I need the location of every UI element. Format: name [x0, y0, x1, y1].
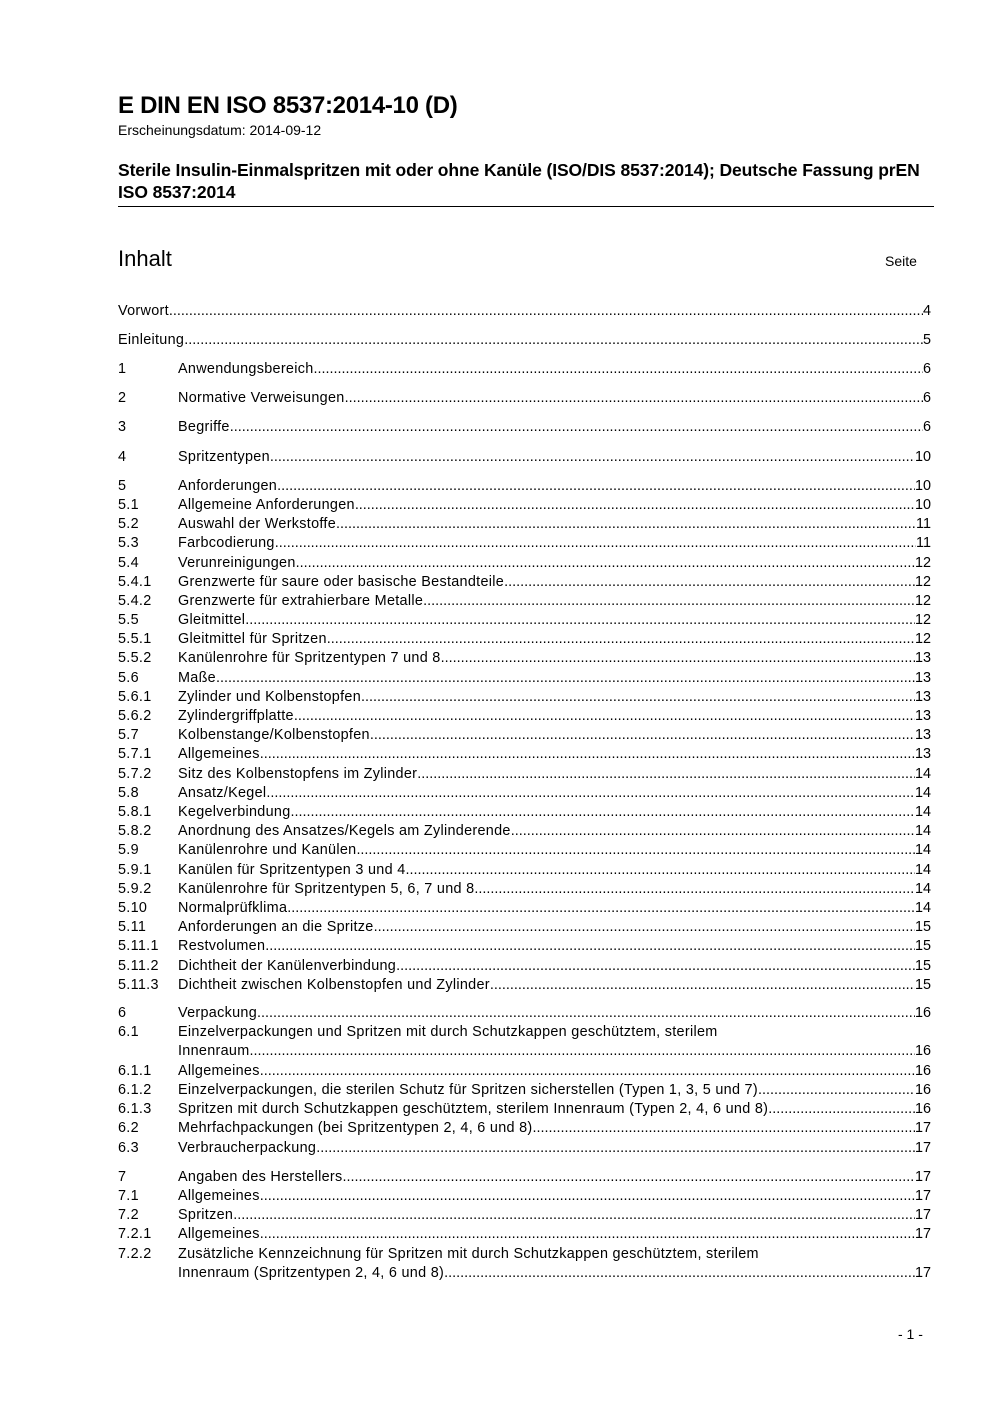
toc-entry-title: Einzelverpackungen, die sterilen Schutz für Spritzen sicherstellen (Typen 1, 3, 5 und 7) [178, 1082, 758, 1098]
toc-section-number: 5.1 [118, 497, 139, 513]
toc-dot-leader [343, 1168, 915, 1187]
toc-entry-title: Gleitmittel [178, 612, 246, 628]
toc-entry[interactable] [118, 592, 931, 611]
toc-dot-leader [355, 496, 915, 515]
toc-entry-title: Farbcodierung [178, 535, 275, 551]
toc-section-number: 5.5.1 [118, 631, 152, 647]
toc-dot-leader [245, 611, 915, 630]
toc-entry[interactable] [118, 1225, 931, 1244]
toc-entry[interactable] [118, 784, 931, 803]
toc-entry-title: Anforderungen an die Spritze [178, 919, 374, 935]
toc-page-number: 6 [922, 390, 931, 406]
toc-dot-leader [474, 880, 915, 899]
toc-page-number: 15 [914, 977, 931, 993]
toc-section-number: 6.1.1 [118, 1063, 152, 1079]
toc-entry[interactable] [118, 1119, 931, 1138]
toc-entry-title: Vorwort [118, 303, 169, 319]
toc-dot-leader [490, 976, 915, 995]
toc-entry-title: Spritzen [178, 1207, 234, 1223]
toc-entry-title: Einleitung [118, 332, 185, 348]
toc-page-number: 15 [914, 919, 931, 935]
toc-dot-leader [296, 554, 915, 573]
toc-entry-title-continued: Innenraum (Spritzentypen 2, 4, 6 und 8) [178, 1265, 445, 1281]
toc-entry-title-continued: Innenraum [178, 1043, 250, 1059]
toc-page-number: 11 [916, 535, 931, 551]
toc-section-number: 6 [118, 1005, 127, 1021]
toc-entry[interactable] [118, 1100, 931, 1119]
toc-entry-title: Kegelverbindung [178, 804, 291, 820]
toc-entry-title: Kolbenstange/Kolbenstopfen [178, 727, 370, 743]
toc-entry-title: Zylindergriffplatte [178, 708, 294, 724]
toc-entry[interactable] [118, 360, 931, 379]
toc-section-number: 6.1.3 [118, 1101, 152, 1117]
toc-dot-leader [417, 765, 915, 784]
toc-dot-leader [169, 302, 923, 321]
toc-entry-title: Dichtheit der Kanülenverbindung [178, 958, 397, 974]
toc-entry-title: Maße [178, 670, 216, 686]
toc-section-number: 5.10 [118, 900, 148, 916]
toc-entry[interactable] [118, 630, 931, 649]
toc-section-number: 5.9 [118, 842, 139, 858]
toc-dot-leader [184, 331, 923, 350]
toc-page-number: 14 [914, 900, 931, 916]
toc-dot-leader [260, 745, 915, 764]
toc-section-number: 5.11.3 [118, 977, 159, 993]
toc-entry-title: Allgemeine Anforderungen [178, 497, 355, 513]
toc-page-number: 6 [922, 419, 931, 435]
toc-entry[interactable] [118, 1004, 931, 1023]
toc-entry-title: Kanülenrohre für Spritzentypen 5, 6, 7 und 8 [178, 881, 475, 897]
toc-entry[interactable] [118, 554, 931, 573]
toc-dot-leader [336, 515, 916, 534]
toc-section-number: 6.1 [118, 1024, 139, 1040]
toc-section-number: 7.1 [118, 1188, 139, 1204]
toc-dot-leader [361, 688, 915, 707]
toc-dot-leader [316, 1139, 915, 1158]
toc-entry[interactable] [118, 448, 931, 467]
toc-entry[interactable] [118, 726, 931, 745]
toc-entry-title: Zusätzliche Kennzeichnung für Spritzen mit durch Schutzkappen geschütztem, sterilem [178, 1246, 759, 1262]
toc-section-number: 5.7 [118, 727, 139, 743]
toc-page-number: 13 [914, 650, 931, 666]
toc-page-number: 17 [914, 1169, 931, 1185]
toc-dot-leader [233, 1206, 915, 1225]
toc-entry-title: Anwendungsbereich [178, 361, 314, 377]
toc-dot-leader [260, 1187, 915, 1206]
toc-entry[interactable] [118, 496, 931, 515]
toc-section-number: 5.5.2 [118, 650, 152, 666]
toc-page-number: 13 [914, 670, 931, 686]
toc-entry-title: Grenzwerte für saure oder basische Bestandteile [178, 574, 505, 590]
toc-entry[interactable] [118, 841, 931, 860]
toc-page-number: 17 [914, 1140, 931, 1156]
toc-page-number: 14 [914, 804, 931, 820]
toc-entry[interactable] [118, 534, 931, 553]
toc-entry-title: Einzelverpackungen und Spritzen mit durch Schutzkappen geschütztem, sterilem [178, 1024, 718, 1040]
toc-section-number: 5 [118, 478, 127, 494]
toc-entry[interactable] [118, 1245, 931, 1264]
toc-entry[interactable] [118, 1187, 931, 1206]
toc-entry[interactable] [118, 302, 931, 321]
toc-dot-leader [374, 918, 915, 937]
toc-section-number: 5.2 [118, 516, 139, 532]
toc-dot-leader [511, 822, 915, 841]
toc-dot-leader [327, 630, 915, 649]
toc-entry[interactable] [118, 880, 931, 899]
toc-page-number: 14 [914, 842, 931, 858]
toc-entry[interactable] [118, 611, 931, 630]
toc-dot-leader [314, 360, 923, 379]
toc-entry-title: Gleitmittel für Spritzen [178, 631, 327, 647]
toc-dot-leader [266, 784, 915, 803]
toc-entry[interactable] [118, 1081, 931, 1100]
toc-page-number: 17 [914, 1265, 931, 1281]
toc-entry[interactable] [118, 957, 931, 976]
toc-entry-title: Verunreinigungen [178, 555, 296, 571]
toc-dot-leader [260, 1225, 915, 1244]
toc-section-number: 7.2.2 [118, 1246, 152, 1262]
header-divider [118, 206, 934, 207]
toc-entry-title: Normalprüfklima [178, 900, 288, 916]
toc-page-number: 12 [914, 574, 931, 590]
toc-dot-leader [444, 1264, 915, 1283]
toc-section-number: 5.8 [118, 785, 139, 801]
toc-section-number: 7.2 [118, 1207, 139, 1223]
toc-section-number: 5.8.1 [118, 804, 152, 820]
toc-entry-title: Allgemeines [178, 1063, 260, 1079]
toc-entry-title: Dichtheit zwischen Kolbenstopfen und Zylinder [178, 977, 490, 993]
toc-entry[interactable] [118, 1206, 931, 1225]
toc-page-number: 13 [914, 746, 931, 762]
toc-dot-leader [291, 803, 915, 822]
toc-page-number: 10 [914, 478, 931, 494]
toc-page-number: 12 [914, 593, 931, 609]
toc-section-number: 5.7.1 [118, 746, 152, 762]
toc-section-number: 5.11.1 [118, 938, 159, 954]
toc-page-number: 12 [914, 555, 931, 571]
toc-page-number: 10 [914, 497, 931, 513]
toc-dot-leader [370, 726, 915, 745]
toc-entry-title: Auswahl der Werkstoffe [178, 516, 337, 532]
toc-entry-title: Begriffe [178, 419, 230, 435]
toc-page-number: 5 [922, 332, 931, 348]
toc-page-number: 16 [914, 1101, 931, 1117]
toc-entry[interactable] [118, 649, 931, 668]
toc-page-number: 4 [922, 303, 931, 319]
toc-entry-title: Allgemeines [178, 1188, 260, 1204]
toc-page-number: 11 [916, 516, 931, 532]
toc-section-number: 3 [118, 419, 127, 435]
toc-section-number: 5.11 [118, 919, 147, 935]
toc-section-number: 5.4 [118, 555, 139, 571]
toc-page-number: 14 [914, 823, 931, 839]
toc-section-number: 5.8.2 [118, 823, 152, 839]
toc-entry-title: Mehrfachpackungen (bei Spritzentypen 2, 4, 6 und 8) [178, 1120, 533, 1136]
toc-dot-leader [441, 649, 915, 668]
toc-entry-title: Allgemeines [178, 746, 260, 762]
toc-dot-leader [504, 573, 915, 592]
toc-entry[interactable] [118, 918, 931, 937]
toc-entry[interactable] [118, 707, 931, 726]
toc-entry-title: Angaben des Herstellers [178, 1169, 343, 1185]
toc-entry[interactable] [118, 745, 931, 764]
toc-dot-leader [758, 1081, 915, 1100]
toc-page-number: 12 [914, 631, 931, 647]
toc-page-number: 13 [914, 727, 931, 743]
toc-page-number: 14 [914, 766, 931, 782]
toc-page-number: 16 [914, 1082, 931, 1098]
toc-dot-leader [275, 534, 916, 553]
toc-entry-title: Anforderungen [178, 478, 278, 494]
toc-entry[interactable] [118, 331, 931, 350]
toc-dot-leader [294, 707, 915, 726]
toc-entry-title: Ansatz/Kegel [178, 785, 267, 801]
toc-dot-leader [277, 477, 915, 496]
document-subtitle: Sterile Insulin-Einmalspritzen mit oder ohne Kanüle (ISO/DIS 8537:2014); Deutsche Fassung prEN ISO 8537:2014 [118, 160, 920, 202]
toc-section-number: 1 [118, 361, 127, 377]
toc-section-number: 5.9.1 [118, 862, 152, 878]
toc-section-number: 4 [118, 449, 127, 465]
toc-dot-leader [250, 1042, 915, 1061]
toc-entry-title: Verbraucherpackung [178, 1140, 317, 1156]
toc-entry-title: Spritzen mit durch Schutzkappen geschütztem, sterilem Innenraum (Typen 2, 4, 6 und 8) [178, 1101, 769, 1117]
toc-page-number: 16 [914, 1005, 931, 1021]
toc-dot-leader [533, 1119, 915, 1138]
toc-entry-title: Restvolumen [178, 938, 266, 954]
toc-dot-leader [287, 899, 915, 918]
toc-dot-leader [768, 1100, 915, 1119]
toc-page-number: 16 [914, 1043, 931, 1059]
toc-entry[interactable] [118, 389, 931, 408]
toc-section-number: 5.6.1 [118, 689, 152, 705]
toc-entry-title: Grenzwerte für extrahierbare Metalle [178, 593, 424, 609]
toc-entry[interactable] [118, 803, 931, 822]
toc-dot-leader [216, 669, 915, 688]
toc-entry-title: Allgemeines [178, 1226, 260, 1242]
page-number: - 1 - [898, 1326, 923, 1342]
toc-section-number: 2 [118, 390, 127, 406]
toc-section-number: 7.2.1 [118, 1226, 152, 1242]
toc-section-number: 5.9.2 [118, 881, 152, 897]
toc-page-column-label: Seite [885, 253, 917, 269]
toc-entry-continuation[interactable] [118, 1042, 931, 1061]
toc-entry-title: Kanülenrohre für Spritzentypen 7 und 8 [178, 650, 441, 666]
toc-entry-title: Zylinder und Kolbenstopfen [178, 689, 362, 705]
toc-section-number: 7 [118, 1169, 127, 1185]
toc-page-number: 17 [914, 1120, 931, 1136]
toc-section-number: 5.4.1 [118, 574, 152, 590]
toc-dot-leader [396, 957, 915, 976]
toc-entry[interactable] [118, 1139, 931, 1158]
toc-entry[interactable] [118, 669, 931, 688]
toc-entry[interactable] [118, 1062, 931, 1081]
toc-dot-leader [260, 1062, 915, 1081]
toc-dot-leader [345, 389, 923, 408]
toc-page-number: 17 [914, 1207, 931, 1223]
toc-dot-leader [257, 1004, 915, 1023]
toc-entry-title: Kanülen für Spritzentypen 3 und 4 [178, 862, 406, 878]
toc-entry[interactable] [118, 976, 931, 995]
toc-dot-leader [423, 592, 915, 611]
toc-section-number: 6.3 [118, 1140, 139, 1156]
toc-dot-leader [265, 937, 915, 956]
toc-page-number: 17 [914, 1188, 931, 1204]
toc-section-number: 5.6 [118, 670, 139, 686]
toc-entry-title: Sitz des Kolbenstopfens im Zylinder [178, 766, 418, 782]
toc-entry-continuation[interactable] [118, 1264, 931, 1283]
toc-page-number: 14 [914, 881, 931, 897]
toc-entry[interactable] [118, 688, 931, 707]
toc-entry[interactable] [118, 822, 931, 841]
toc-entry[interactable] [118, 1023, 931, 1042]
toc-page-number: 15 [914, 958, 931, 974]
toc-entry[interactable] [118, 573, 931, 592]
toc-entry-title: Anordnung des Ansatzes/Kegels am Zylinderende [178, 823, 511, 839]
toc-dot-leader [230, 418, 923, 437]
toc-section-number: 5.11.2 [118, 958, 159, 974]
toc-section-number: 6.1.2 [118, 1082, 152, 1098]
toc-entry-title: Spritzentypen [178, 449, 270, 465]
toc-entry-title: Kanülenrohre und Kanülen [178, 842, 357, 858]
toc-entry[interactable] [118, 1168, 931, 1187]
document-title: E DIN EN ISO 8537:2014-10 (D) [118, 92, 458, 119]
toc-section-number: 5.4.2 [118, 593, 152, 609]
toc-section-number: 5.5 [118, 612, 139, 628]
toc-section-number: 5.3 [118, 535, 139, 551]
toc-page-number: 13 [914, 708, 931, 724]
toc-section-number: 6.2 [118, 1120, 139, 1136]
toc-heading: Inhalt [118, 246, 172, 271]
toc-entry[interactable] [118, 937, 931, 956]
toc-page-number: 14 [914, 785, 931, 801]
toc-page-number: 17 [914, 1226, 931, 1242]
toc-page-number: 16 [914, 1063, 931, 1079]
toc-dot-leader [406, 861, 915, 880]
toc-page-number: 15 [914, 938, 931, 954]
toc-entry[interactable] [118, 765, 931, 784]
toc-entry-title: Verpackung [178, 1005, 258, 1021]
toc-page-number: 14 [914, 862, 931, 878]
toc-page-number: 12 [914, 612, 931, 628]
toc-entry[interactable] [118, 899, 931, 918]
toc-page-number: 10 [914, 449, 931, 465]
toc-entry[interactable] [118, 477, 931, 496]
toc-entry[interactable] [118, 861, 931, 880]
toc-dot-leader [270, 448, 915, 467]
toc-section-number: 5.6.2 [118, 708, 152, 724]
toc-page-number: 13 [914, 689, 931, 705]
toc-entry[interactable] [118, 515, 931, 534]
toc-dot-leader [356, 841, 915, 860]
toc-entry[interactable] [118, 418, 931, 437]
toc-page-number: 6 [922, 361, 931, 377]
toc-entry-title: Normative Verweisungen [178, 390, 345, 406]
publication-date: Erscheinungsdatum: 2014-09-12 [118, 122, 322, 138]
toc-section-number: 5.7.2 [118, 766, 152, 782]
